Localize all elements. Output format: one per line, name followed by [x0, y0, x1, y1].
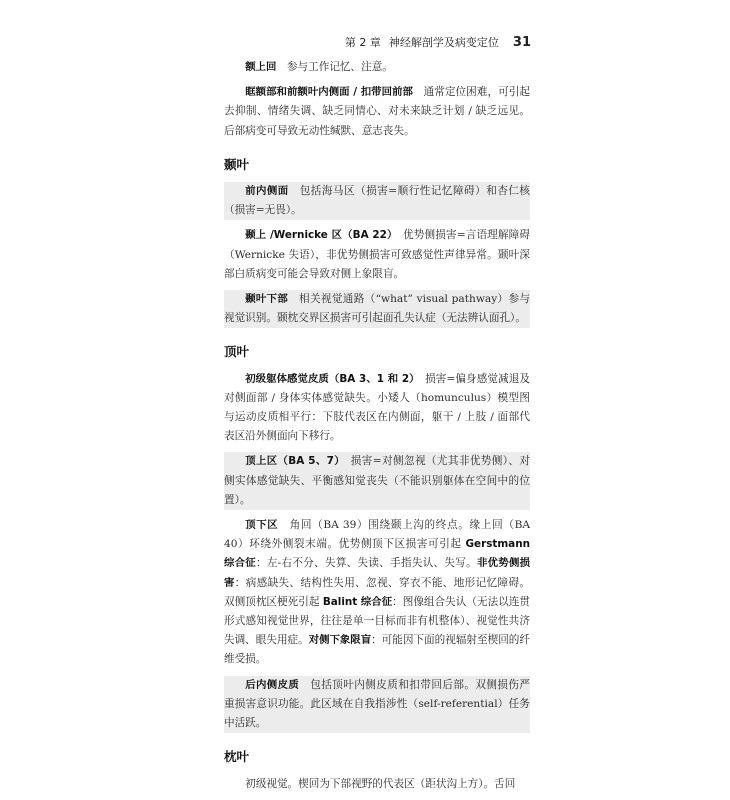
para-text: 相关视觉通路（“what” visual pathway）参与视觉识别。颞枕交界区损害可引起面孔失认症（无法辨认面孔）。 [224, 293, 531, 325]
para-text: 参与工作记忆、注意。 [276, 61, 393, 73]
section-heading: 枕叶 [224, 749, 250, 765]
inline-bold: Balint 综合征 [322, 595, 393, 608]
para-text: 包括海马区（损害=顺行性记忆障碍）和杏仁核（损害=无畏）。 [224, 185, 531, 217]
chapter-label: 第 2 章 [344, 36, 381, 49]
paragraph [224, 290, 530, 328]
inline-bold: Gerstmann 综合征 [224, 538, 530, 570]
paragraph [224, 676, 530, 734]
body-text [224, 58, 530, 800]
paragraph [224, 226, 530, 284]
term: 顶上区（BA 5、7） [245, 455, 340, 468]
paragraph [224, 58, 530, 77]
para-text: 优势侧损害=言语理解障碍（Wernicke 失语），非优势侧损害可致感觉性声律异常。颞叶深部白质病变可能会导致对侧上象限盲。 [224, 229, 530, 280]
para-text: ：可能因下面的视辐射至楔回的纤维受损。 [224, 634, 530, 666]
section-heading: 顶叶 [224, 344, 250, 360]
term: 额上回 [245, 61, 277, 73]
para-text: ：左-右不分、失算、失读、手指失认、失写。 [255, 557, 477, 570]
term: 颞叶下部 [245, 293, 289, 306]
para-text: 角回（BA 39）围绕颞上沟的终点。缘上回（BA 40）环绕外侧裂末端。优势侧顶下区损害可引起 [224, 519, 531, 551]
term: 初级躯体感觉皮质（BA 3、1 和 2） [245, 372, 415, 385]
page-number: 31 [512, 35, 531, 50]
para-text: 损害=偏身感觉减退及对侧面部 / 身体实体感觉缺失。小矮人（homunculus）模型图与运动皮质相平行：下肢代表区在内侧面，躯干 / 上肢 / 面部代表区沿外侧面向下移行。 [224, 372, 530, 443]
paragraph [224, 452, 530, 510]
para-text: 损害=对侧忽视（尤其非优势侧）、对侧实体感觉缺失、平衡感知觉丧失（不能识别躯体在空间中的位置）。 [224, 455, 531, 506]
term: 前内侧面 [245, 185, 289, 198]
inline-bold: 对侧下象限盲 [308, 634, 372, 647]
paragraph [224, 83, 530, 141]
chapter-title: 神经解剖学及病变定位 [388, 36, 499, 49]
term: 后内侧皮质 [245, 678, 300, 691]
para-text: 通常定位困难，可引起去抑制、情绪失调、缺乏同情心、对未来缺乏计划 / 缺乏远见。后部病变可导致无动性缄默、意志丧失。 [224, 86, 530, 137]
para-text: ：病感缺失、结构性失用、忽视、穿衣不能、地形记忆障碍。双侧顶枕区梗死引起 [224, 576, 531, 608]
paragraph [224, 516, 530, 670]
para-text: 包括顶叶内侧皮质和扣带回后部。双侧损伤严重损害意识功能。此区域在自我指涉性（self-referential）任务中活跃。 [224, 678, 530, 730]
section-heading: 颞叶 [224, 156, 250, 172]
para-text: ：图像组合失认（无法以连贯形式感知视觉世界，往往是单一目标而非有机整体）、视觉性共济失调、眼失用症。 [224, 595, 530, 647]
term: 顶下区 [245, 519, 279, 532]
term: 眶额部和前额叶内侧面 / 扣带回前部 [245, 86, 413, 99]
term: 颞上 /Wernicke 区（BA 22） [245, 229, 393, 242]
paragraph [224, 182, 530, 220]
inline-bold: 非优势侧损害 [224, 557, 531, 589]
paragraph [224, 370, 530, 447]
paragraph [224, 775, 530, 794]
para-text: 初级视觉。楔回为下部视野的代表区（距状沟上方）。舌回 [245, 777, 516, 790]
running-header [345, 34, 531, 50]
